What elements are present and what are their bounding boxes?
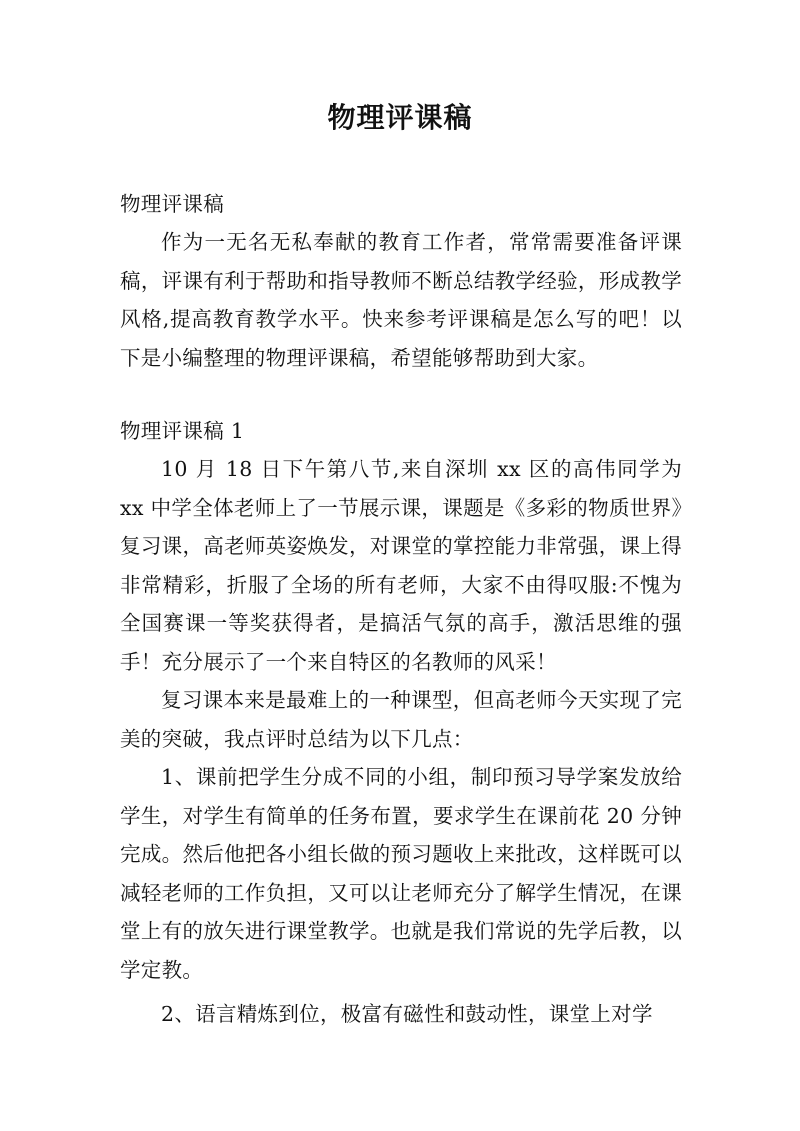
intro-paragraph: 作为一无名无私奉献的教育工作者，常常需要准备评课稿，评课有利于帮助和指导教师不断总结教学经验，形成教学风格,提高教育教学水平。快来参考评课稿是怎么写的吧！以下是小编整理的物理评课稿，希望能够帮助到大家。 — [120, 230, 682, 370]
section1-paragraph-4: 2、语言精炼到位，极富有磁性和鼓动性，课堂上对学 — [161, 1002, 653, 1026]
section1-paragraph-1: 10 月 18 日下午第八节,来自深圳 xx 区的高伟同学为 xx 中学全体老师上了一节展示课，课题是《多彩的物质世界》复习课，高老师英姿焕发，对课堂的掌控能力非常强，课上得非常精彩，折服了全场的所有老师，大家不由得叹服:不愧为全国赛课一等奖获得者，是搞活气氛的高手，激活思维的强手！充分展示了一个来自特区的名教师的风采！ — [120, 457, 682, 674]
intro-heading: 物理评课稿 — [120, 192, 224, 216]
section1-paragraph-2: 复习课本来是最难上的一种课型，但高老师今天实现了完美的突破，我点评时总结为以下几点： — [120, 688, 682, 751]
document-title: 物理评课稿 — [327, 101, 473, 134]
section1-body — [120, 450, 682, 1034]
section1-heading: 物理评课稿 1 — [120, 419, 245, 443]
section1-paragraph-3: 1、课前把学生分成不同的小组，制印预习导学案发放给学生，对学生有简单的任务布置，要求学生在课前花 20 分钟完成。然后他把各小组长做的预习题收上来批改，这样既可以减轻老师的工作负担，又可以让老师充分了解学生情况，在课堂上有的放矢进行课堂教学。也就是我们常说的先学后教，以学定教。 — [120, 765, 682, 982]
intro-section — [120, 223, 682, 377]
